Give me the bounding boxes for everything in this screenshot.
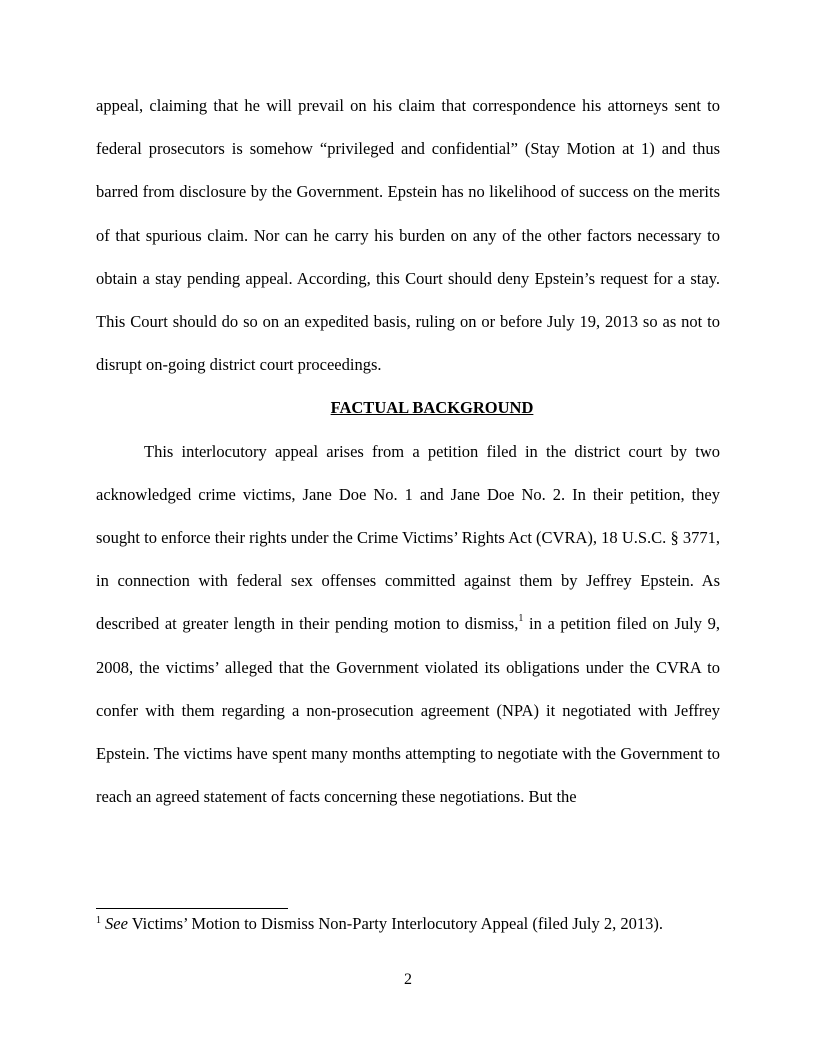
footnote-divider: [96, 908, 288, 909]
footnote-see: See: [105, 914, 128, 933]
paragraph-text-start: This interlocutory appeal arises from a petition filed in the district court by two acknowledged crime victims, Jane Doe No. 1 and Jane Doe No. 2. In their petition, they sought to enforce their rights under the Crime Victims’ Rights Act (CVRA), 18 U.S.C. § 3771, in connection with federal sex offenses committed against them by Jeffrey Epstein. As described at greater length in their pending motion to dismiss,: [96, 441, 720, 634]
page-number: 2: [404, 971, 412, 988]
section-heading: FACTUAL BACKGROUND: [330, 398, 534, 418]
footnote-reference: 1: [518, 612, 524, 624]
paragraph-text-end: in a petition filed on July 9, 2008, the victims’ alleged that the Government violated its obligations under the CVRA to confer with them regarding a non-prosecution agreement (NPA) it negotiated with Jeffrey Epstein. The victims have spent many months attempting to negotiate with the Government to reach an agreed statement of facts concerning these negotiations. But the: [96, 614, 721, 807]
paragraph-factual-background: [96, 430, 720, 819]
footnote-text: Victims’ Motion to Dismiss Non-Party Interlocutory Appeal (filed July 2, 2013).: [127, 914, 663, 933]
footnote-marker: 1: [96, 914, 101, 926]
paragraph-intro: appeal, claiming that he will prevail on his claim that correspondence his attorneys sent to federal prosecutors is somehow “privileged and confidential” (Stay Motion at 1) and thus barred from disclosure by the Government. Epstein has no likelihood of success on the merits of that spurious claim. Nor can he carry his burden on any of the other factors necessary to obtain a stay pending appeal. According, this Court should deny Epstein’s request for a stay. This Court should do so on an expedited basis, ruling on or before July 19, 2013 so as not to disrupt on-going district court proceedings.: [96, 96, 720, 375]
footnote: [96, 914, 720, 934]
document-body: [96, 84, 720, 818]
